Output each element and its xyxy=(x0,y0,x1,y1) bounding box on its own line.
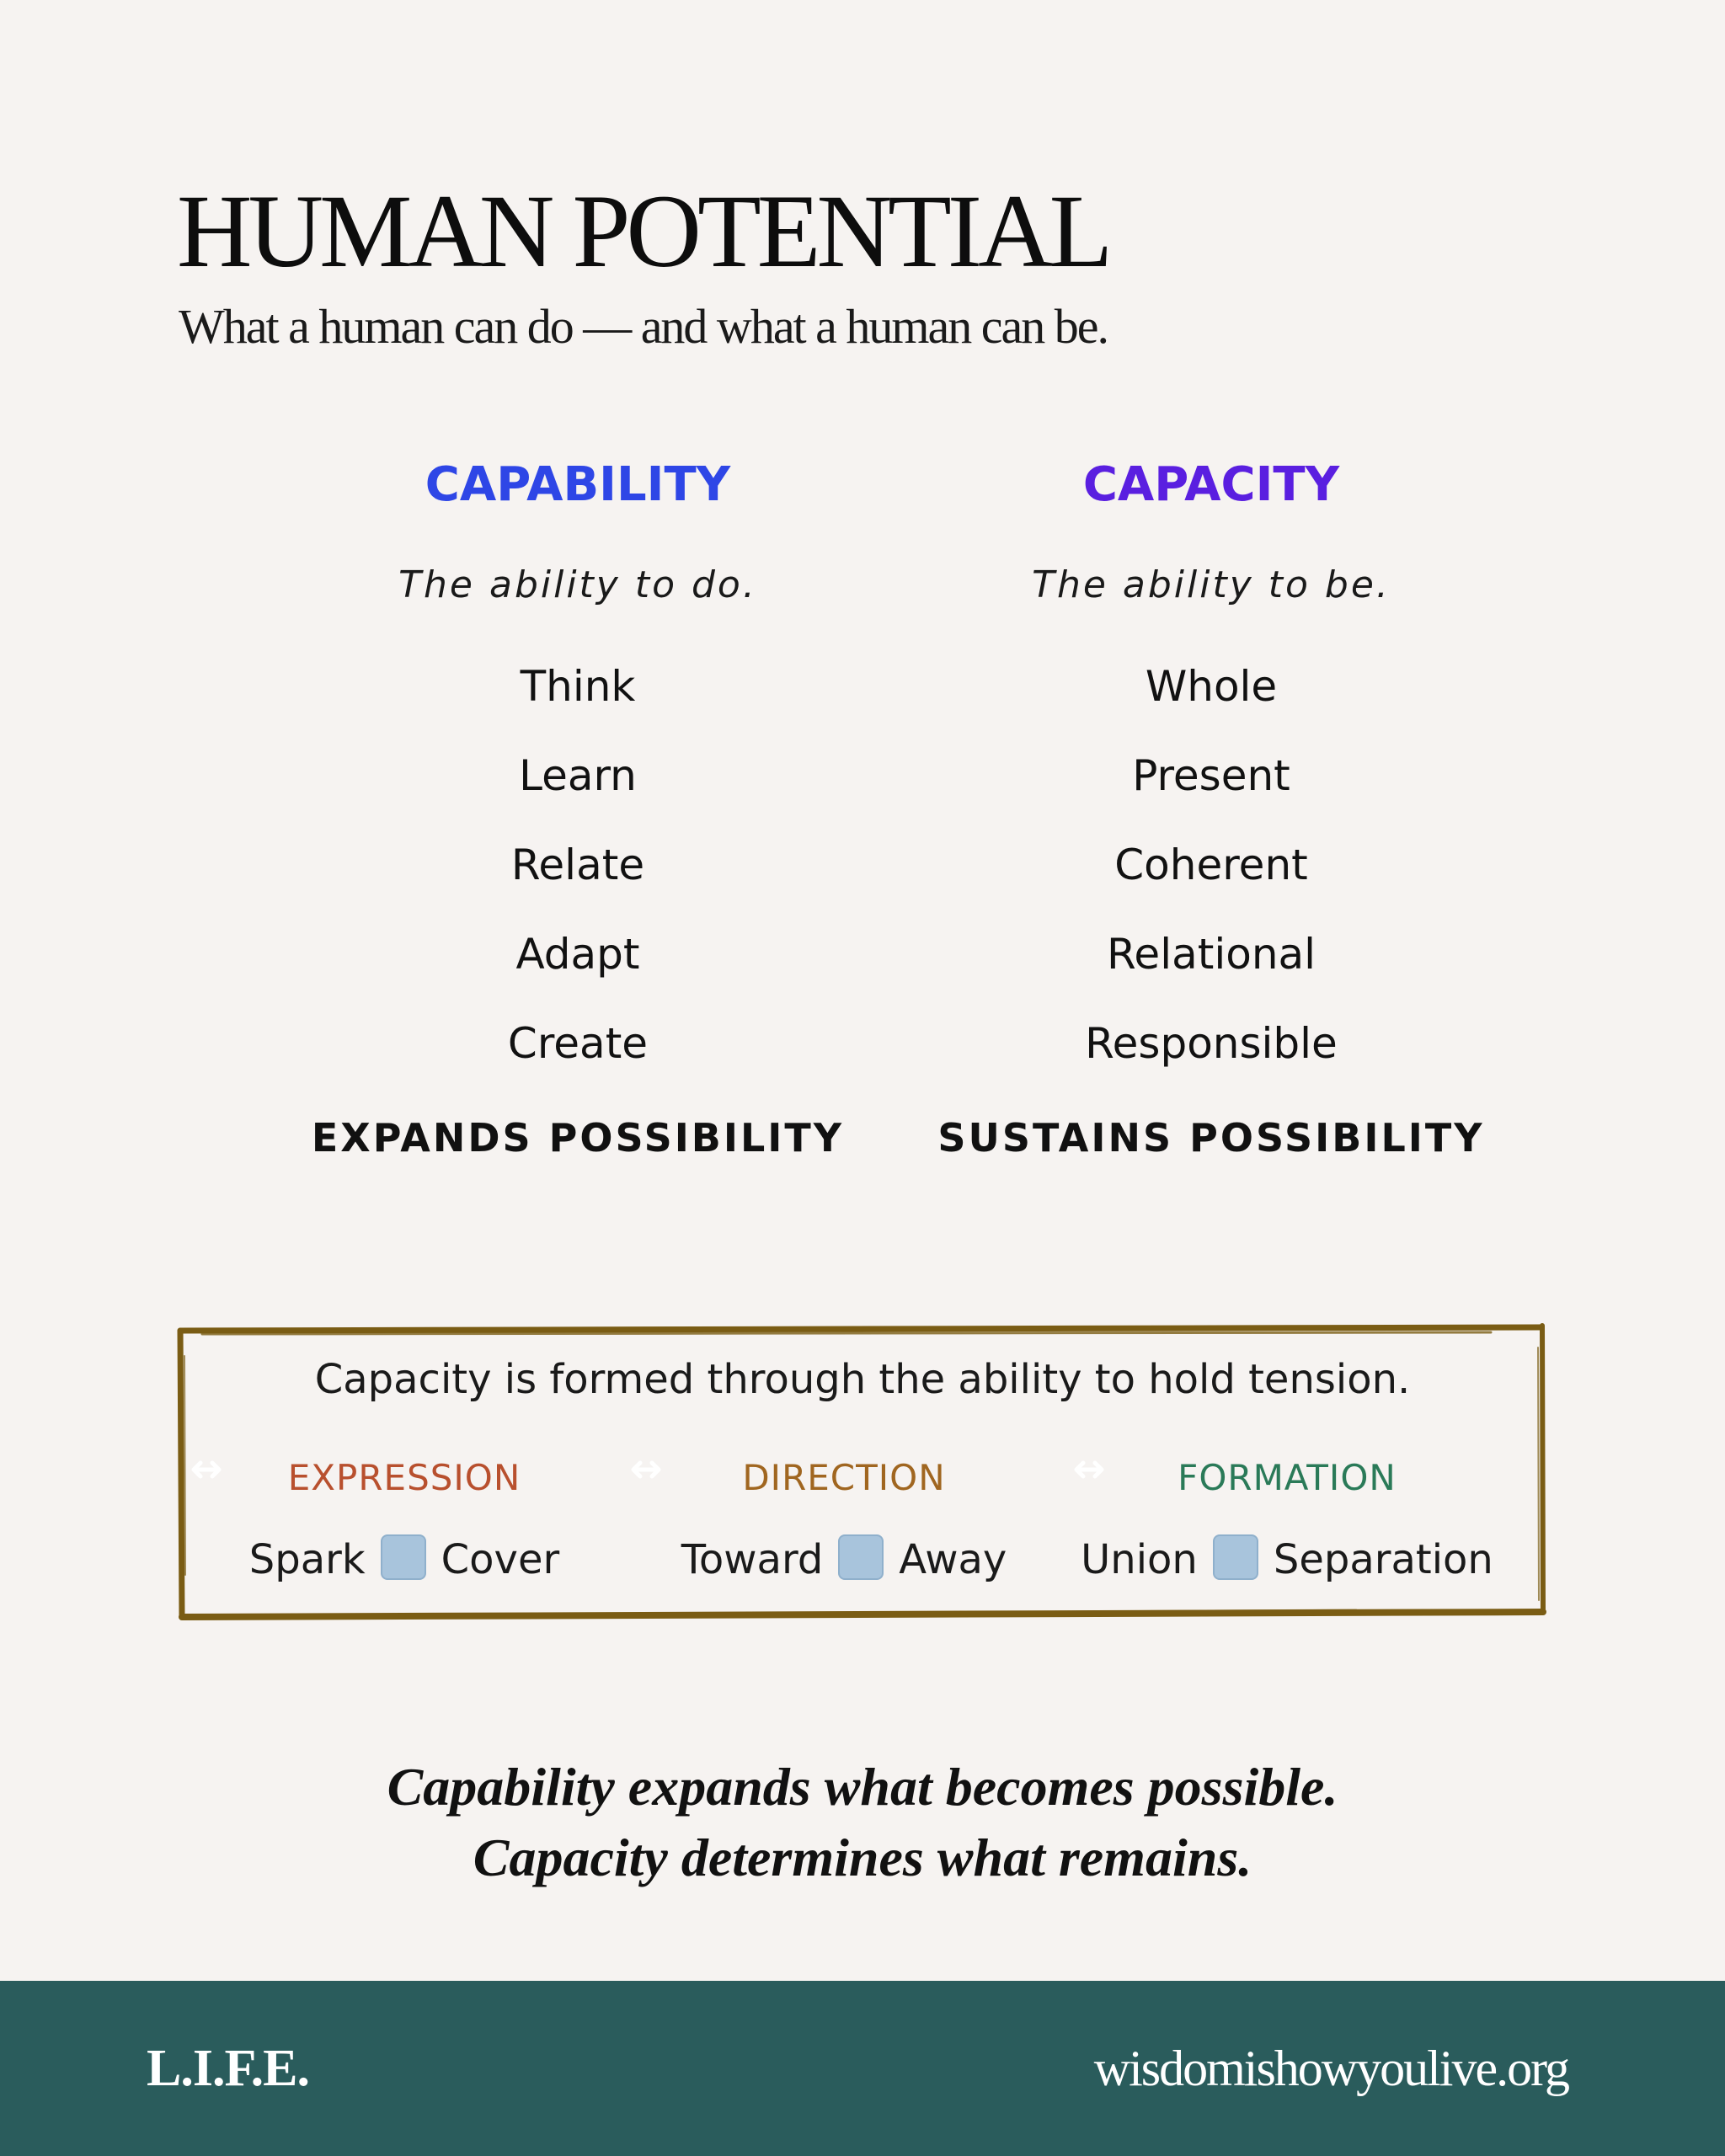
pair-label: FORMATION xyxy=(1178,1457,1397,1498)
pair-row xyxy=(185,1526,623,1593)
capacity-definition: The ability to be. xyxy=(1032,563,1391,606)
tension-pair-formation xyxy=(1068,1449,1506,1593)
list-item: Learn xyxy=(519,751,637,800)
pair-left: Spark xyxy=(248,1536,366,1583)
capability-column xyxy=(283,451,873,1171)
tension-pair-expression xyxy=(185,1449,623,1593)
left-right-arrow-icon xyxy=(838,1534,884,1580)
closing-line-2: Capacity determines what remains. xyxy=(473,1828,1252,1887)
list-item: Relate xyxy=(510,841,645,889)
left-right-arrow-icon xyxy=(1213,1534,1258,1580)
website-link[interactable]: wisdomishowyoulive.org xyxy=(1093,2041,1568,2096)
capacity-heading: CAPACITY xyxy=(1082,457,1340,512)
page-title: HUMAN POTENTIAL xyxy=(177,173,1109,289)
capability-definition: The ability to do. xyxy=(398,563,757,606)
list-item: Coherent xyxy=(1114,841,1308,889)
closing-statement xyxy=(0,1752,1725,1893)
list-item: Whole xyxy=(1145,662,1278,711)
pair-row xyxy=(1068,1526,1506,1593)
pair-right: Cover xyxy=(441,1536,560,1583)
left-right-arrow-icon xyxy=(381,1534,426,1580)
capacity-footer: SUSTAINS POSSIBILITY xyxy=(937,1115,1485,1161)
list-item: Create xyxy=(507,1019,649,1068)
capacity-column xyxy=(916,451,1506,1171)
pair-row xyxy=(625,1526,1063,1593)
page-subtitle: What a human can do — and what a human can be. xyxy=(179,299,1108,354)
pair-label: EXPRESSION xyxy=(287,1457,521,1498)
pair-right: Away xyxy=(899,1536,1007,1583)
list-item: Think xyxy=(520,662,636,711)
capability-list xyxy=(283,653,873,1099)
closing-line-1: Capability expands what becomes possible. xyxy=(387,1757,1338,1817)
brand-logo: L.I.F.E. xyxy=(147,2040,310,2097)
list-item: Adapt xyxy=(515,930,640,979)
pair-label: DIRECTION xyxy=(742,1457,946,1498)
capacity-list xyxy=(916,653,1506,1099)
capability-heading: CAPABILITY xyxy=(425,457,731,512)
list-item: Responsible xyxy=(1085,1019,1338,1068)
list-item: Present xyxy=(1132,751,1290,800)
list-item: Relational xyxy=(1106,930,1316,979)
tension-box xyxy=(177,1322,1548,1622)
pair-left: Toward xyxy=(681,1536,824,1583)
pair-left: Union xyxy=(1081,1536,1198,1583)
tension-statement: Capacity is formed through the ability to hold tension. xyxy=(314,1356,1411,1403)
tension-pair-direction xyxy=(625,1449,1063,1593)
footer-bar xyxy=(0,1981,1725,2156)
pair-right: Separation xyxy=(1273,1536,1493,1583)
capability-footer: EXPANDS POSSIBILITY xyxy=(311,1115,845,1161)
